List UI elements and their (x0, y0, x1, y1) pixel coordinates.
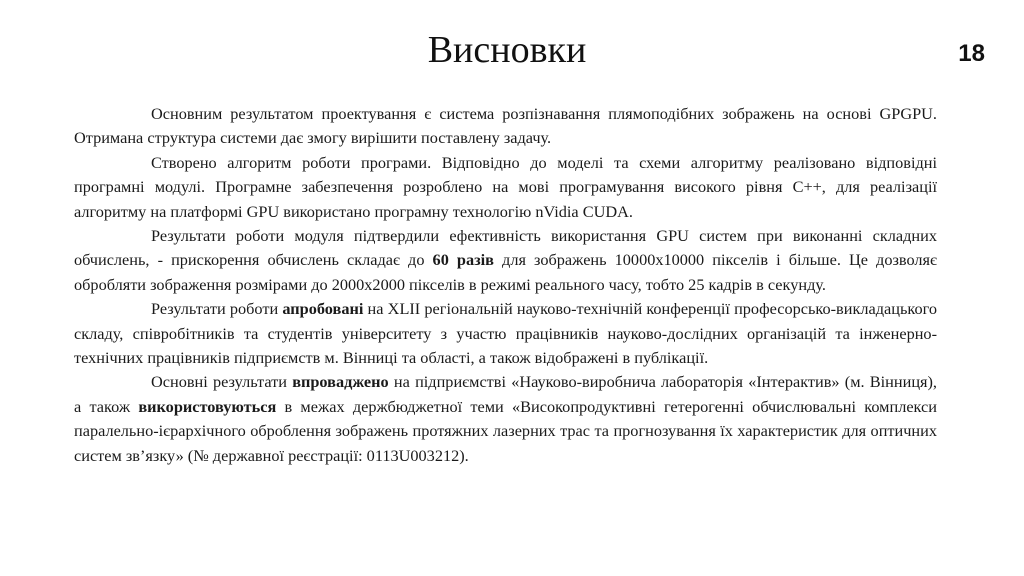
paragraph-text: Основні результати (151, 372, 293, 392)
bold-implemented: впроваджено (292, 372, 389, 392)
slide-title: Висновки (427, 29, 587, 71)
bold-approbated: апробовані (282, 299, 364, 319)
paragraph-text: Результати роботи (151, 299, 283, 319)
conclusions-body (74, 102, 937, 468)
paragraph-text: Основним результатом проектування є система розпізнавання плямоподібних зображень на основі GPGPU. Отримана структура системи дає змогу вирішити поставлену задачу. (74, 104, 937, 148)
paragraph-text: в межах держбюджетної теми «Високопродуктивні гетерогенні обчислювальні комплекси паралельно-ієрархічного оброблення зображень протяжних лазерних трас та прогнозування їх характеристик для оптичних систем зв’язку» (№ державної реєстрації: 0113U003212). (74, 396, 937, 465)
paragraph-main-result (74, 102, 937, 151)
paragraph-algorithm (74, 151, 937, 224)
paragraph-text: для зображень 10000x10000 пікселів і більше. Це дозволяє обробляти зображення розмірами до 2000x2000 пікселів в режимі реального часу, тобто 25 кадрів в секунду. (74, 250, 937, 294)
paragraph-text: на підприємстві «Науково-виробнича лабораторія «Інтерактив» (м. Вінниця), а також (74, 372, 938, 416)
paragraph-text: Результати роботи модуля підтвердили ефективність використання GPU систем при виконанні складних обчислень, - прискорення обчислень складає до (74, 226, 937, 270)
paragraph-implementation (74, 370, 937, 468)
bold-used: використовуються (138, 396, 277, 416)
bold-speedup: 60 разів (432, 250, 494, 270)
paragraph-text: на XLII регіональній науково-технічній конференції професорсько-викладацького складу, співробітників та студентів університету з участю працівників науково-дослідних організацій та інженерно-технічних працівників підприємств м. Вінниці та області, а також відображені в публікації. (74, 299, 938, 368)
slide-number: 18 (958, 40, 985, 67)
paragraph-approbation (74, 297, 937, 370)
paragraph-text: Створено алгоритм роботи програми. Відповідно до моделі та схеми алгоритму реалізовано відповідні програмні модулі. Програмне забезпечення розроблено на мові програмування високого рівня C++, для реалізації алгоритму на платформі GPU використано програмну технологію nVidia CUDA. (74, 152, 937, 221)
paragraph-performance (74, 224, 937, 297)
